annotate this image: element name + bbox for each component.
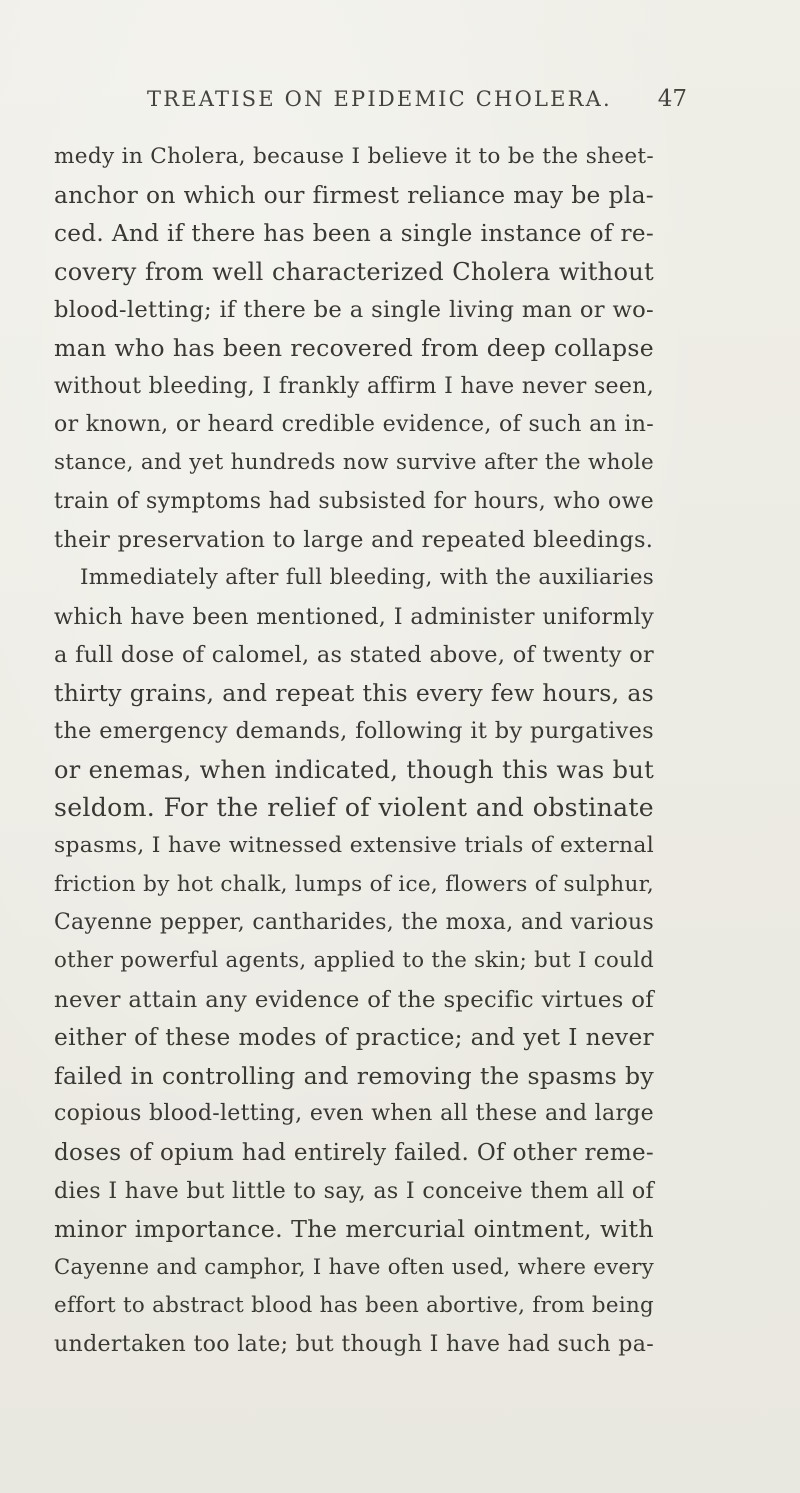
paragraph-end-line: their preservation to large and repeated bleedings. bbox=[54, 526, 654, 553]
text-line: the emergency demands, following it by purgatives bbox=[54, 718, 654, 745]
text-line: other powerful agents, applied to the skin; but I could bbox=[54, 948, 655, 974]
running-head bbox=[147, 83, 687, 115]
text-line: or known, or heard credible evidence, of such an in- bbox=[54, 412, 654, 438]
text-line: which have been mentioned, I administer uniformly bbox=[54, 603, 654, 630]
body-text bbox=[54, 138, 654, 1364]
text-line: train of symptoms had subsisted for hours, who owe bbox=[54, 488, 654, 514]
text-line: copious blood-letting, even when all these and large bbox=[54, 1101, 654, 1127]
text-line: thirty grains, and repeat this every few hours, as bbox=[54, 679, 654, 708]
text-line: blood-letting; if there be a single living man or wo- bbox=[54, 297, 654, 324]
text-line: man who has been recovered from deep collapse bbox=[54, 334, 654, 363]
text-line: seldom. For the relief of violent and obstinate bbox=[54, 793, 654, 823]
running-title: TREATISE ON EPIDEMIC CHOLERA. bbox=[147, 87, 612, 111]
text-line: friction by hot chalk, lumps of ice, flowers of sulphur, bbox=[54, 871, 654, 897]
text-line: failed in controlling and removing the spasms by bbox=[54, 1062, 654, 1091]
text-line: ced. And if there has been a single instance of re- bbox=[54, 220, 654, 247]
text-line: minor importance. The mercurial ointment, with bbox=[54, 1215, 654, 1244]
paragraph-start-line: Immediately after full bleeding, with the auxiliaries bbox=[80, 565, 654, 591]
text-line: Cayenne pepper, cantharides, the moxa, and various bbox=[54, 909, 654, 935]
text-line: or enemas, when indicated, though this was but bbox=[54, 755, 654, 784]
text-line: undertaken too late; but though I have had such pa- bbox=[54, 1331, 654, 1358]
text-line: covery from well characterized Cholera without bbox=[54, 257, 654, 286]
text-line: stance, and yet hundreds now survive after the whole bbox=[54, 450, 654, 476]
text-line: medy in Cholera, because I believe it to be the sheet- bbox=[54, 144, 654, 169]
text-line: spasms, I have witnessed extensive trials of external bbox=[54, 833, 654, 859]
text-line: a full dose of calomel, as stated above, of twenty or bbox=[54, 641, 654, 668]
text-line: without bleeding, I frankly affirm I have never seen, bbox=[54, 373, 654, 399]
text-line: never attain any evidence of the specific virtues of bbox=[54, 986, 654, 1013]
text-line: doses of opium had entirely failed. Of other reme- bbox=[54, 1139, 654, 1166]
text-line: Cayenne and camphor, I have often used, where every bbox=[54, 1254, 654, 1280]
text-line: anchor on which our firmest reliance may be pla- bbox=[54, 181, 654, 210]
page-number: 47 bbox=[657, 86, 687, 112]
text-line: effort to abstract blood has been abortive, from being bbox=[54, 1292, 654, 1318]
text-line: either of these modes of practice; and yet I never bbox=[54, 1023, 654, 1051]
text-line: dies I have but little to say, as I conceive them all of bbox=[54, 1178, 654, 1205]
